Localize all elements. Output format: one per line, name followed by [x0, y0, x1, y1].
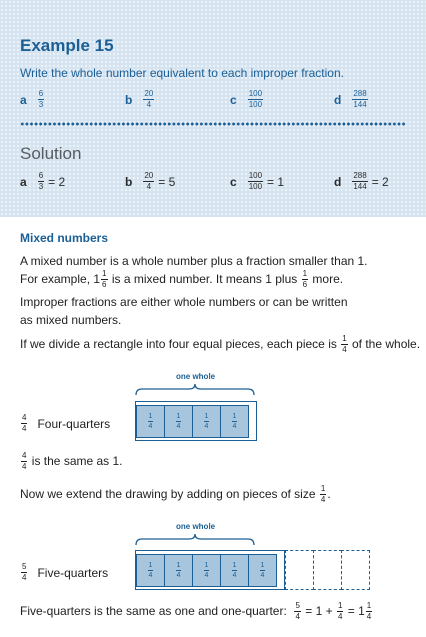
one-whole-label: one whole [176, 372, 216, 381]
fraction: $\frac{20}{4}$ [144, 89, 154, 109]
example-title: Example 15 [20, 36, 114, 55]
answer-c: c $\frac{100}{100}$ = 1 [230, 171, 285, 191]
brace-one-whole [134, 533, 256, 547]
quarter-cell: $\frac{1}{4}$ [164, 554, 193, 587]
quarter-cell: $\frac{1}{4}$ [220, 405, 249, 438]
five-quarters-bar [136, 554, 276, 587]
empty-quarter-cell [341, 550, 370, 590]
brace-one-whole [134, 383, 256, 397]
quarter-cell: $\frac{1}{4}$ [220, 554, 249, 587]
example-panel [0, 0, 426, 217]
extend-line: Now we extend the drawing by adding on pieces of size $\frac{1}{4}$ . [20, 484, 331, 505]
final-line: Five-quarters is the same as one and one-quarter: $\frac{5}{4}$ = 1 + $\frac{1}{4}$ = 1 $\frac{1}{4}$ [20, 601, 372, 622]
empty-quarter-cell [313, 550, 342, 590]
example-instruction: Write the whole number equivalent to each improper fraction. [20, 66, 344, 80]
quarter-cell: $\frac{1}{4}$ [192, 554, 221, 587]
fraction: $\frac{100}{100}$ [248, 89, 263, 109]
solution-title: Solution [20, 144, 82, 163]
section-heading: Mixed numbers [20, 231, 109, 245]
quarter-cell: $\frac{1}{4}$ [164, 405, 193, 438]
question-d: d $\frac{288}{144}$ [334, 89, 367, 109]
empty-quarter-cell [285, 550, 314, 590]
paragraph-1: A mixed number is a whole number plus a fraction smaller than 1. For example, 1 $\frac{1}{6}$ is a mixed number. It means 1 plus $\frac{1}{6}$ more. [20, 254, 368, 290]
answer-d: d $\frac{288}{144}$ = 2 [334, 171, 389, 191]
same-as-line: $\frac{4}{4}$ is the same as 1. [22, 451, 123, 472]
dotted-divider [20, 122, 405, 126]
four-quarters-bar [136, 405, 248, 438]
dashed-pieces [285, 550, 369, 590]
answer-b: b $\frac{20}{4}$ = 5 [125, 171, 176, 191]
quarter-cell: $\frac{1}{4}$ [248, 554, 277, 587]
four-quarters-label: $\frac{4}{4}$ Four-quarters [22, 413, 111, 433]
fraction: $\frac{288}{144}$ [353, 89, 367, 109]
answer-a: a $\frac{6}{3}$ = 2 [20, 171, 66, 191]
quarter-cell: $\frac{1}{4}$ [136, 554, 165, 587]
question-c: c $\frac{100}{100}$ [230, 89, 263, 109]
quarter-cell: $\frac{1}{4}$ [192, 405, 221, 438]
question-a: a $\frac{6}{3}$ [20, 89, 44, 109]
solution-row [20, 172, 420, 192]
paragraph-2: Improper fractions are either whole numbers or can be written as mixed numbers. [20, 295, 348, 327]
five-quarters-label: $\frac{5}{4}$ Five-quarters [22, 562, 109, 582]
one-whole-label: one whole [176, 522, 216, 531]
fraction: $\frac{6}{3}$ [38, 89, 44, 109]
quarter-cell: $\frac{1}{4}$ [136, 405, 165, 438]
paragraph-3: If we divide a rectangle into four equal pieces, each piece is $\frac{1}{4}$ of the whole. [20, 334, 421, 355]
question-row [20, 90, 420, 110]
question-b: b $\frac{20}{4}$ [125, 89, 154, 109]
